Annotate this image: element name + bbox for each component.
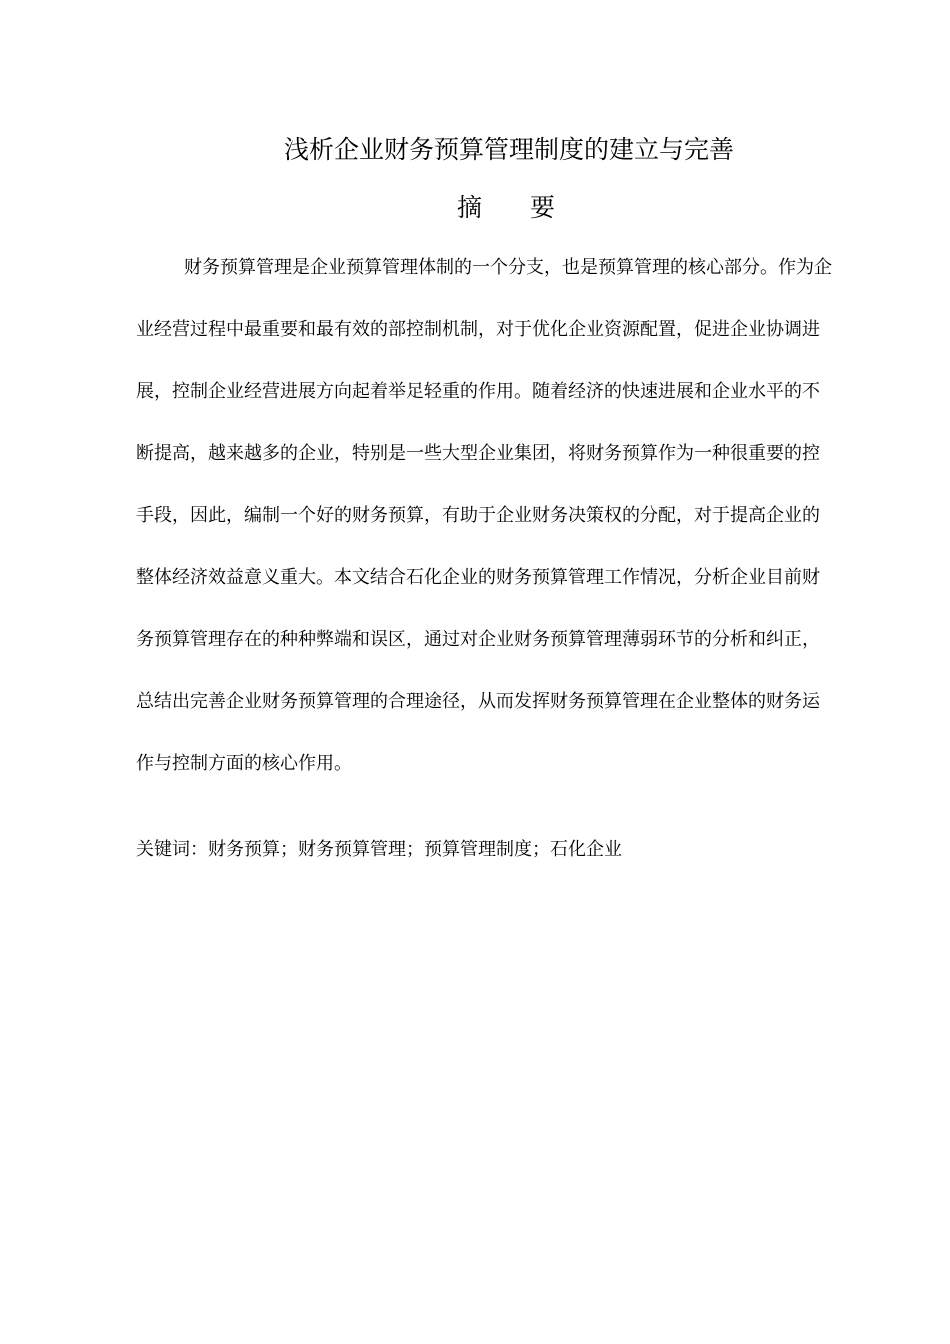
abstract-heading-char-1: 摘 [456, 193, 482, 222]
abstract-heading [0, 190, 950, 226]
keywords: 关键词：财务预算；财务预算管理；预算管理制度；石化企业 [136, 839, 622, 860]
abstract-line-2: 业经营过程中最重要和最有效的部控制机制，对于优化企业资源配置，促进企业协调进 [136, 319, 820, 340]
abstract-line-3: 展，控制企业经营进展方向起着举足轻重的作用。随着经济的快速进展和企业水平的不 [136, 381, 820, 402]
abstract-line-6: 整体经济效益意义重大。本文结合石化企业的财务预算管理工作情况，分析企业目前财 [136, 567, 820, 588]
abstract-line-5: 手段，因此，编制一个好的财务预算，有助于企业财务决策权的分配，对于提高企业的 [136, 505, 820, 526]
document-title: 浅析企业财务预算管理制度的建立与完善 [283, 135, 734, 164]
abstract-line-4: 断提高，越来越多的企业，特别是一些大型企业集团，将财务预算作为一种很重要的控 [136, 443, 820, 464]
abstract-line-8: 总结出完善企业财务预算管理的合理途径，从而发挥财务预算管理在企业整体的财务运 [136, 691, 820, 712]
abstract-line-7: 务预算管理存在的种种弊端和误区，通过对企业财务预算管理薄弱环节的分析和纠正， [136, 629, 820, 650]
abstract-heading-char-2: 要 [530, 193, 556, 222]
abstract-line-1: 财务预算管理是企业预算管理体制的一个分支，也是预算管理的核心部分。作为企 [184, 257, 832, 278]
abstract-line-9: 作与控制方面的核心作用。 [136, 753, 352, 774]
